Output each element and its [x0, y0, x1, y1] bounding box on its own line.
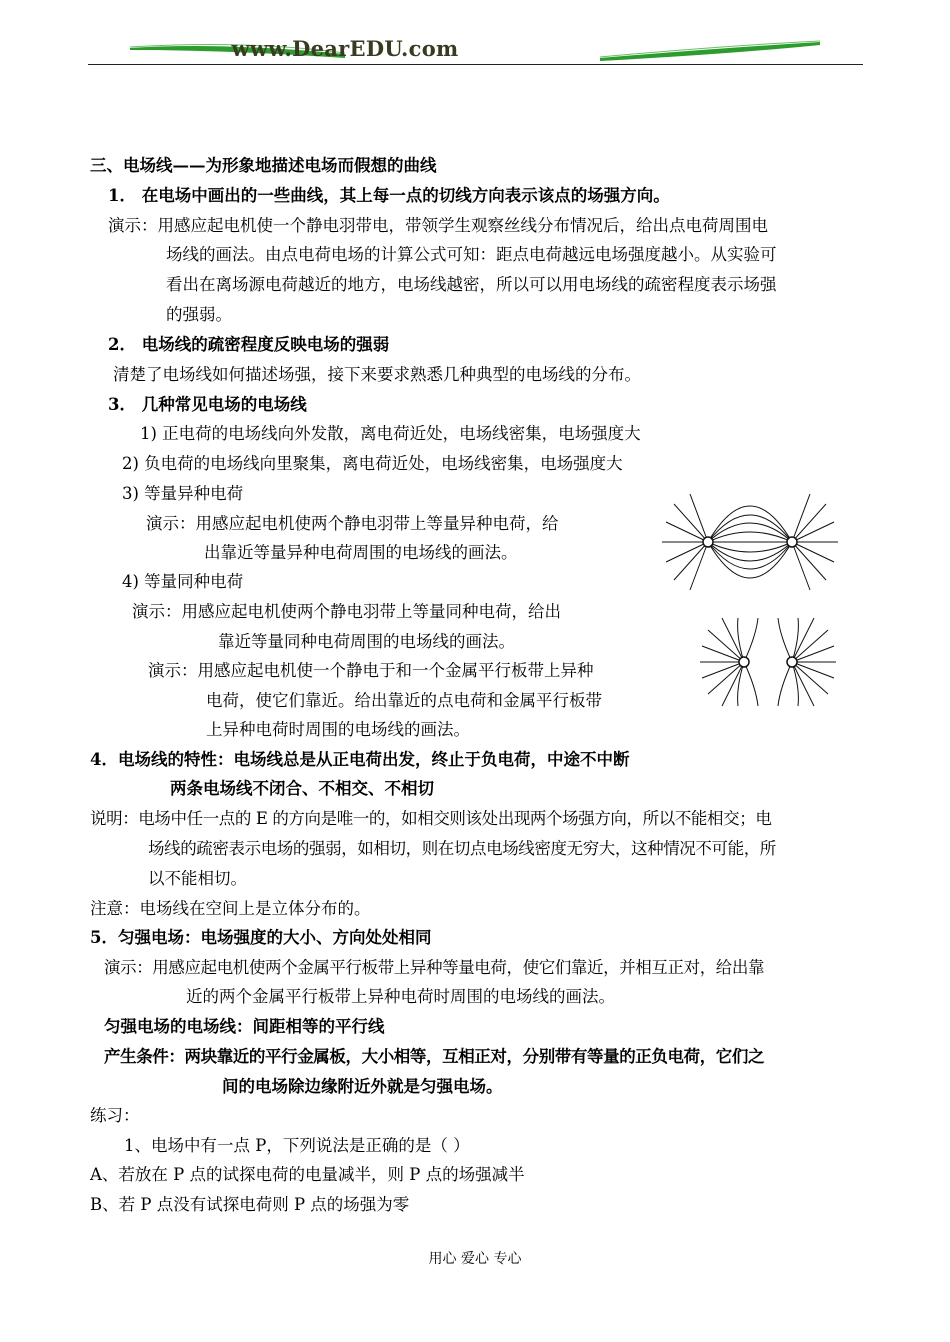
- p3-item-1: 1) 正电荷的电场线向外发散，离电荷近处，电场线密集，电场强度大: [140, 424, 641, 443]
- question-1-option-a: A、若放在 P 点的试探电荷的电量减半，则 P 点的场强减半: [90, 1165, 525, 1184]
- p4-note-line-3: 以不能相切。: [148, 869, 247, 888]
- p3-item-3: 3) 等量异种电荷: [122, 484, 244, 503]
- p1-heading: 1． 在电场中画出的一些曲线，其上每一点的切线方向表示该点的场强方向。: [108, 186, 670, 205]
- p3-demo3-line-3: 上异种电荷时周围的电场线的画法。: [206, 720, 470, 739]
- p5-lines: 匀强电场的电场线：间距相等的平行线: [104, 1017, 385, 1036]
- p1-demo-line-4: 的强弱。: [166, 305, 232, 324]
- p1-demo-line-3: 看出在离场源电荷越近的地方，电场线越密，所以可以用电场线的疏密程度表示场强: [166, 275, 777, 294]
- header-logo-text[interactable]: www.DearEDU.com: [231, 36, 459, 61]
- footer-text: 用心 爱心 专心: [428, 1251, 522, 1267]
- p3-item-2: 2) 负电荷的电场线向里聚集，离电荷近处，电场线密集，电场强度大: [122, 454, 623, 473]
- p4-note-line-1: 说明：电场中任一点的 E 的方向是唯一的，如相交则该处出现两个场强方向，所以不能相交；电: [90, 809, 772, 828]
- p5-heading: 5．匀强电场：电场强度的大小、方向处处相同: [90, 928, 432, 947]
- p3-demo3-line-1: 演示：用感应起电机使一个静电于和一个金属平行板带上异种: [148, 661, 594, 680]
- p2-text: 清楚了电场线如何描述场强，接下来要求熟悉几种典型的电场线的分布。: [113, 365, 641, 384]
- p3-demo1-line-2: 出靠近等量异种电荷周围的电场线的画法。: [204, 543, 518, 562]
- question-1-option-b: B、若 P 点没有试探电荷则 P 点的场强为零: [90, 1195, 410, 1214]
- p3-demo1-line-1: 演示：用感应起电机使两个静电羽带上等量异种电荷，给: [146, 514, 559, 533]
- p3-demo2-line-1: 演示：用感应起电机使两个静电羽带上等量同种电荷，给出: [132, 602, 561, 621]
- opposite-charges-field-figure: [660, 492, 840, 592]
- p5-demo-line-2: 近的两个金属平行板带上异种电荷时周围的电场线的画法。: [186, 987, 615, 1006]
- p5-demo-line-1: 演示：用感应起电机使两个金属平行板带上异种等量电荷，使它们靠近，并相互正对，给出靠: [104, 958, 765, 977]
- p3-item-4: 4) 等量同种电荷: [122, 572, 244, 591]
- p5-condition-line-2: 间的电场除边缘附近外就是匀强电场。: [222, 1077, 503, 1096]
- p4-attention: 注意：电场线在空间上是立体分布的。: [90, 899, 371, 918]
- p3-demo3-line-2: 电荷，使它们靠近。给出靠近的点电荷和金属平行板带: [206, 691, 602, 710]
- header-rule: [88, 64, 863, 65]
- p3-demo2-line-2: 靠近等量同种电荷周围的电场线的画法。: [218, 632, 515, 651]
- p5-condition-line-1: 产生条件：两块靠近的平行金属板，大小相等，互相正对，分别带有等量的正负电荷，它们之: [104, 1047, 765, 1066]
- exercise-label: 练习：: [90, 1106, 140, 1125]
- p2-heading: 2． 电场线的疏密程度反映电场的强弱: [108, 335, 390, 354]
- p1-demo-line-1: 演示：用感应起电机使一个静电羽带电，带领学生观察丝线分布情况后，给出点电荷周围电: [108, 216, 768, 235]
- p1-demo-line-2: 场线的画法。由点电荷电场的计算公式可知：距点电荷越远电场强度越小。从实验可: [166, 245, 777, 264]
- p4-note-line-2: 场线的疏密表示电场的强弱，如相切，则在切点电场线密度无穷大，这种情况不可能，所: [148, 839, 776, 858]
- question-1: 1、电场中有一点 P，下列说法是正确的是（ ）: [124, 1136, 470, 1155]
- like-charges-field-figure: [698, 616, 838, 708]
- section-title: 三、电场线——为形象地描述电场而假想的曲线: [90, 156, 437, 175]
- p4-heading: 4．电场线的特性：电场线总是从正电荷出发，终止于负电荷，中途不中断: [90, 750, 630, 769]
- p3-heading: 3． 几种常见电场的电场线: [108, 395, 307, 414]
- p4-heading-2: 两条电场线不闭合、不相交、不相切: [170, 779, 434, 798]
